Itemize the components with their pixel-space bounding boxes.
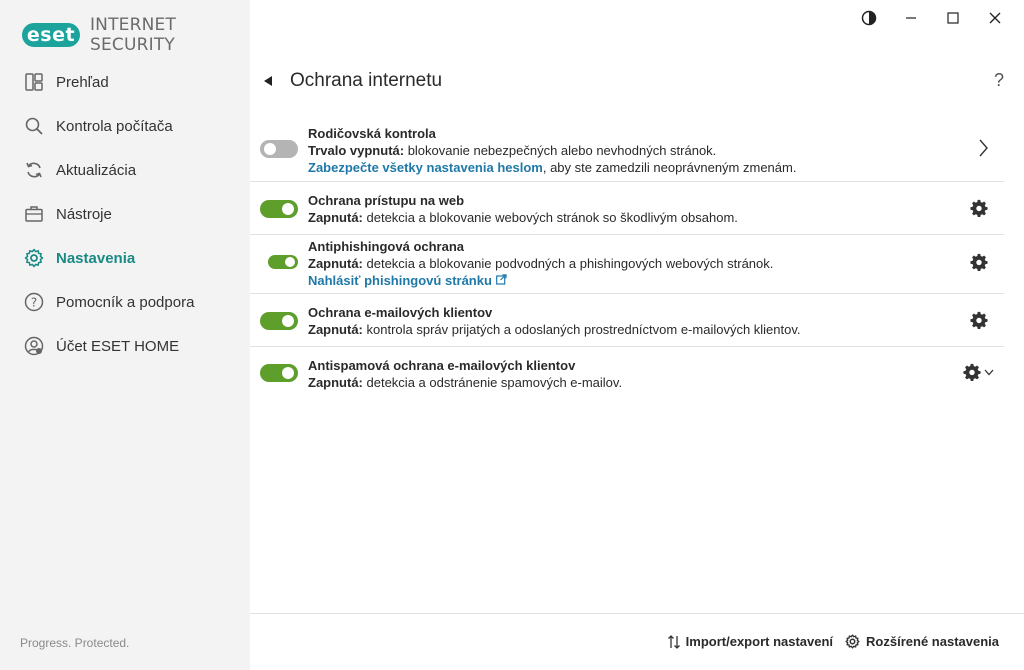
setting-description-text: kontrola správ prijatých a odoslaných prostredníctvom e-mailových klientov. [362,322,801,337]
sidebar-item-label: Nastavenia [56,249,136,267]
import-export-icon [668,635,680,649]
sidebar-item-label: Pomocník a podpora [56,293,195,311]
link-suffix-text: , aby ste zamedzili neoprávneným zmenám. [542,160,797,175]
setting-description [308,142,928,159]
import-export-button[interactable] [668,634,833,649]
advanced-settings-button[interactable] [845,634,999,649]
report-phishing-link[interactable] [308,273,507,288]
setting-description [308,374,928,391]
gear-icon[interactable] [970,253,988,271]
setting-description [308,321,928,338]
setting-title: Rodičovská kontrola [308,126,436,141]
setting-link-line [308,159,928,176]
setting-row-email-clients [250,294,1004,347]
gear-icon[interactable] [970,199,988,217]
setting-row-antispam [250,347,1004,400]
refresh-icon [24,160,44,180]
sidebar-item-account[interactable] [0,324,250,368]
toggle-knob [264,143,276,155]
toggle-knob [282,203,294,215]
toggle-knob [282,315,294,327]
setting-text [308,238,928,289]
sidebar-item-update[interactable] [0,148,250,192]
eset-logo [22,15,250,55]
gear-icon[interactable] [970,311,988,329]
sidebar-item-overview[interactable] [0,60,250,104]
bottom-bar [250,613,1024,670]
setting-description [308,209,928,226]
sidebar-item-tools[interactable] [0,192,250,236]
logo-badge [22,23,80,47]
sidebar [0,0,250,670]
setting-description [308,255,928,272]
email-clients-toggle[interactable] [260,312,298,330]
setting-description-text: blokovanie nebezpečných alebo nevhodných stránok. [404,143,717,158]
sidebar-nav [0,60,250,368]
password-protect-link[interactable]: Zabezpečte všetky nastavenia heslom [308,160,543,175]
sidebar-item-label: Účet ESET HOME [56,337,180,355]
help-button[interactable]: ? [993,70,1004,90]
gear-icon [845,634,860,649]
help-icon [24,292,44,312]
setting-title: Antiphishingová ochrana [308,239,465,254]
main-content [250,0,1024,670]
briefcase-icon [24,204,44,224]
setting-row-antiphishing [250,235,1004,294]
product-name: INTERNET SECURITY [89,15,177,55]
setting-row-parental-control [250,117,1004,182]
toggle-knob [285,257,295,267]
sidebar-item-label: Aktualizácia [56,161,137,179]
sidebar-item-label: Nástroje [56,205,112,223]
sidebar-item-label: Prehľad [56,73,109,91]
setting-row-web-access [250,182,1004,235]
sidebar-item-label: Kontrola počítača [56,117,173,135]
account-icon [24,336,44,356]
setting-state: Zapnutá: [308,375,363,390]
toggle-knob [282,367,294,379]
search-icon [24,116,44,136]
bottom-actions [656,634,999,649]
setting-description-text: detekcia a odstránenie spamových e-mailov. [362,375,623,390]
sidebar-item-scan[interactable] [0,104,250,148]
svg-text:?: ? [30,295,38,310]
antispam-toggle[interactable] [260,364,298,382]
gear-icon [963,363,981,381]
antiphishing-toggle[interactable] [268,255,298,269]
report-phishing-label: Nahlásiť phishingovú stránku [308,273,492,288]
setting-state: Zapnutá: [308,322,363,337]
setting-state: Zapnutá: [308,210,363,225]
setting-title: Antispamová ochrana e-mailových klientov [308,358,576,373]
setting-description-text: detekcia a blokovanie podvodných a phishingových webových stránok. [362,256,774,271]
gear-icon [24,248,44,268]
back-arrow-icon[interactable] [260,71,276,91]
setting-state: Trvalo vypnutá: [308,143,405,158]
external-link-icon [496,273,507,288]
setting-state: Zapnutá: [308,256,363,271]
setting-title: Ochrana prístupu na web [308,193,465,208]
setting-text [308,192,928,226]
setting-title: Ochrana e-mailových klientov [308,305,493,320]
chevron-right-icon[interactable] [978,139,988,157]
page-header [260,70,442,92]
web-access-toggle[interactable] [260,200,298,218]
page-title: Ochrana internetu [290,70,443,91]
import-export-label: Import/export nastavení [685,634,834,649]
dashboard-icon [24,72,44,92]
gear-dropdown[interactable] [963,363,994,381]
sidebar-item-help[interactable] [0,280,250,324]
footer-tagline: Progress. Protected. [20,636,130,650]
setting-text [308,304,928,338]
settings-list [250,117,1004,400]
parental-control-toggle[interactable] [260,140,298,158]
setting-text [308,125,928,176]
chevron-down-icon [984,369,994,376]
setting-text [308,357,928,391]
sidebar-item-settings[interactable] [0,236,250,280]
setting-link-line [308,272,928,289]
advanced-settings-label: Rozšírené nastavenia [866,634,999,649]
logo-text: eset [26,24,76,46]
setting-description-text: detekcia a blokovanie webových stránok so škodlivým obsahom. [362,210,738,225]
